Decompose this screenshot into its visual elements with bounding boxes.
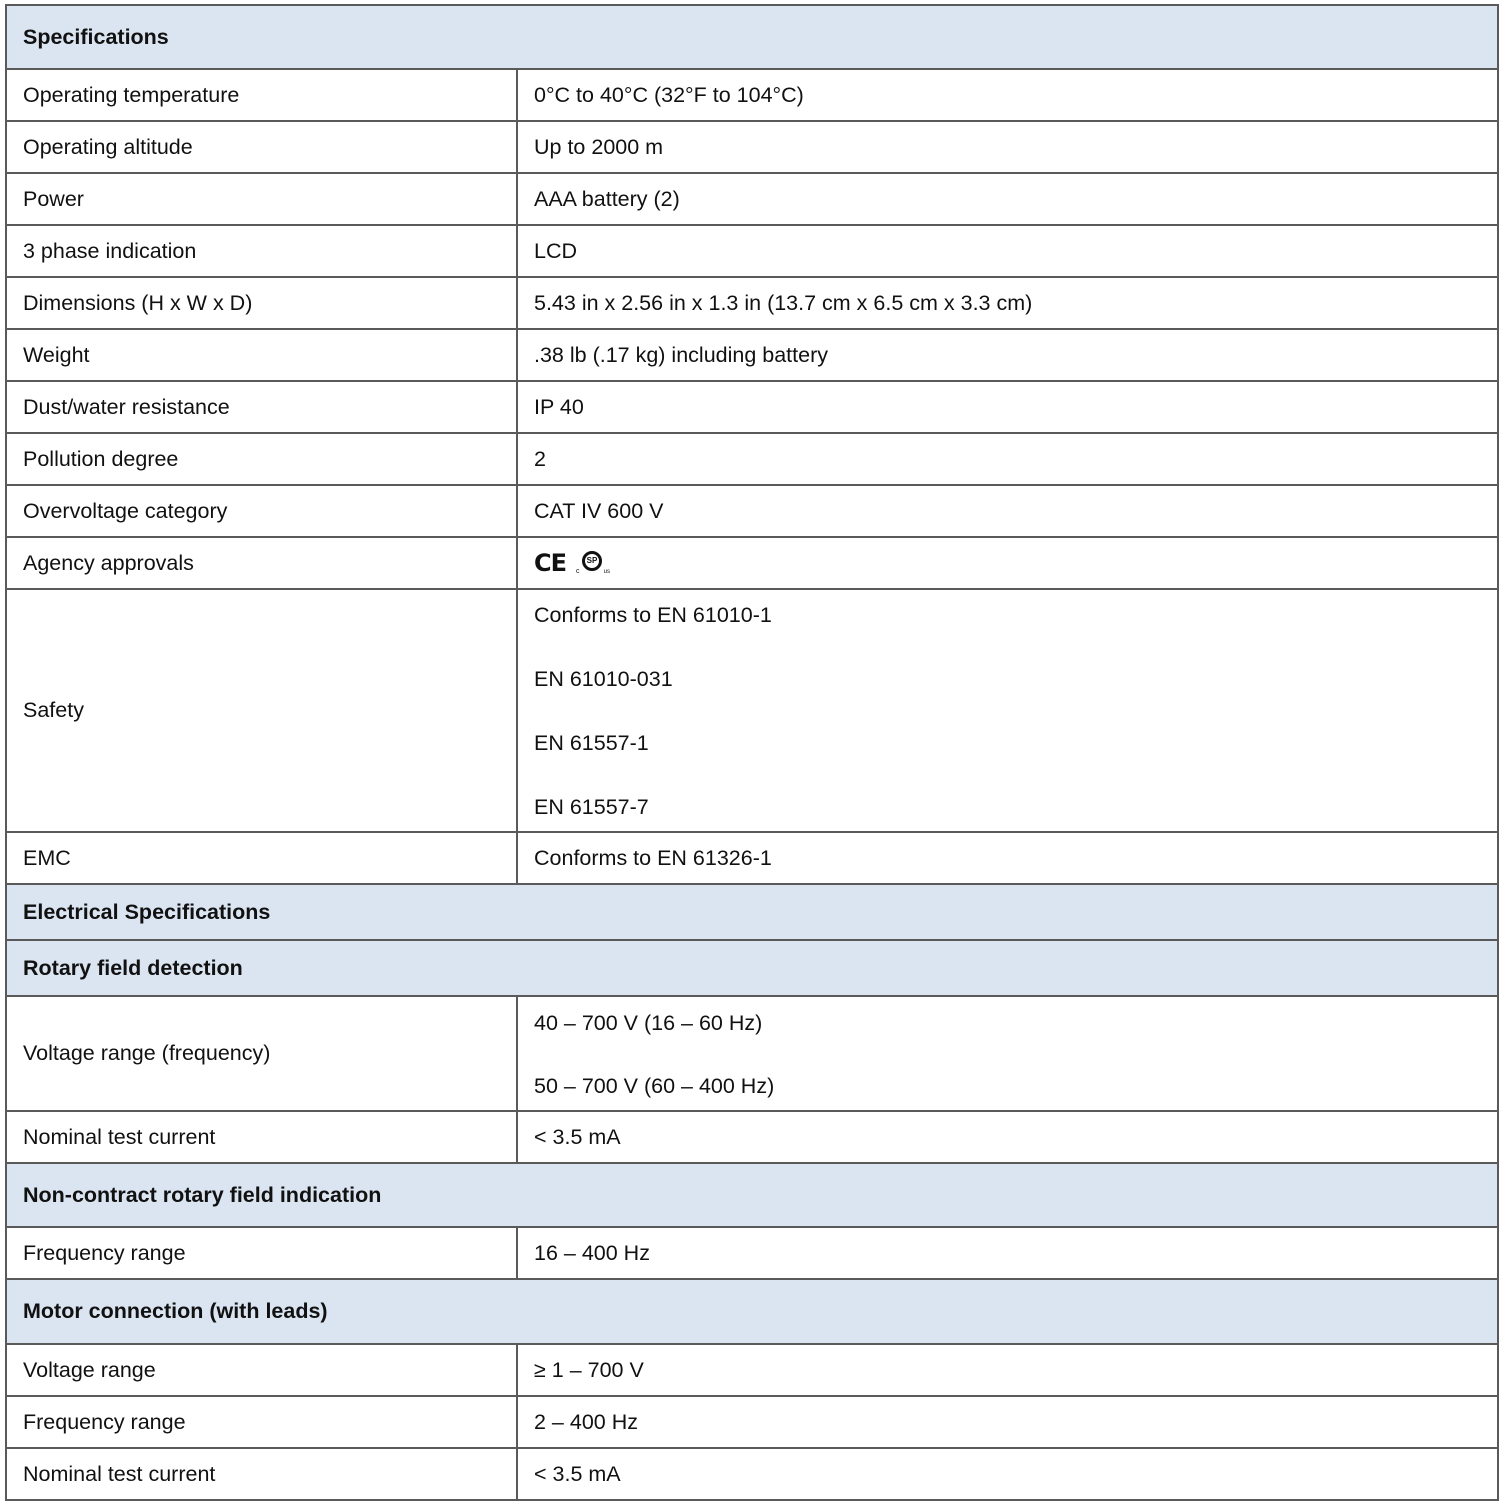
csa-us-label: us	[603, 569, 611, 575]
section-header-non-contact-indication	[6, 1163, 1498, 1227]
row-label: Overvoltage category	[6, 485, 517, 537]
table-row-voltage-range-frequency	[6, 996, 1498, 1111]
row-label: Agency approvals	[6, 537, 517, 589]
table-row	[6, 173, 1498, 225]
section-header-specifications	[6, 5, 1498, 69]
row-label: Operating altitude	[6, 121, 517, 173]
row-label: Dust/water resistance	[6, 381, 517, 433]
csa-us-mark-icon	[576, 551, 610, 575]
standard-line: EN 61010-031	[534, 667, 673, 691]
table-row	[6, 69, 1498, 121]
row-value: 2	[517, 433, 1498, 485]
row-label: EMC	[6, 832, 517, 884]
section-title: Electrical Specifications	[6, 884, 1498, 940]
section-header-motor-connection	[6, 1279, 1498, 1344]
table-row-agency-approvals	[6, 537, 1498, 589]
section-header-rotary-field-detection	[6, 940, 1498, 996]
section-title: Motor connection (with leads)	[6, 1279, 1498, 1344]
standard-line: EN 61557-7	[534, 795, 649, 819]
row-value: IP 40	[517, 381, 1498, 433]
specifications-table	[5, 4, 1499, 1501]
row-value	[517, 537, 1498, 589]
row-value: AAA battery (2)	[517, 173, 1498, 225]
row-value: 16 – 400 Hz	[517, 1227, 1498, 1279]
row-label: Power	[6, 173, 517, 225]
row-value: Up to 2000 m	[517, 121, 1498, 173]
csa-c-label: c	[576, 568, 580, 575]
table-row	[6, 433, 1498, 485]
table-row	[6, 329, 1498, 381]
value-line: 50 – 700 V (60 – 400 Hz)	[534, 1074, 775, 1098]
row-label: Safety	[6, 589, 517, 832]
row-value: < 3.5 mA	[517, 1111, 1498, 1163]
row-label: Frequency range	[6, 1227, 517, 1279]
section-title: Rotary field detection	[6, 940, 1498, 996]
row-label: Weight	[6, 329, 517, 381]
row-value: LCD	[517, 225, 1498, 277]
row-label: Nominal test current	[6, 1448, 517, 1500]
voltage-range-list	[534, 998, 1497, 1109]
row-value: < 3.5 mA	[517, 1448, 1498, 1500]
value-line: 40 – 700 V (16 – 60 Hz)	[534, 1011, 763, 1035]
row-label: 3 phase indication	[6, 225, 517, 277]
row-label: Voltage range (frequency)	[6, 996, 517, 1111]
table-row	[6, 1227, 1498, 1279]
row-value	[517, 589, 1498, 832]
table-row	[6, 832, 1498, 884]
row-value: 5.43 in x 2.56 in x 1.3 in (13.7 cm x 6.5 cm x 3.3 cm)	[517, 277, 1498, 329]
row-label: Voltage range	[6, 1344, 517, 1396]
row-label: Dimensions (H x W x D)	[6, 277, 517, 329]
standard-line: Conforms to EN 61010-1	[534, 603, 772, 627]
table-row	[6, 225, 1498, 277]
table-row	[6, 277, 1498, 329]
row-label: Nominal test current	[6, 1111, 517, 1163]
row-value: CAT IV 600 V	[517, 485, 1498, 537]
row-value: Conforms to EN 61326-1	[517, 832, 1498, 884]
table-row	[6, 121, 1498, 173]
row-label: Operating temperature	[6, 69, 517, 121]
table-row	[6, 1448, 1498, 1500]
row-value: 2 – 400 Hz	[517, 1396, 1498, 1448]
row-value: .38 lb (.17 kg) including battery	[517, 329, 1498, 381]
csa-circle: SP	[582, 551, 602, 571]
table-row	[6, 1111, 1498, 1163]
table-row	[6, 381, 1498, 433]
safety-standards-list	[534, 591, 1497, 830]
section-title: Non-contract rotary field indication	[6, 1163, 1498, 1227]
ce-mark-icon: CE	[534, 549, 567, 577]
row-value: ≥ 1 – 700 V	[517, 1344, 1498, 1396]
approval-marks	[534, 549, 610, 577]
standard-line: EN 61557-1	[534, 731, 649, 755]
table-row-safety	[6, 589, 1498, 832]
row-value: 0°C to 40°C (32°F to 104°C)	[517, 69, 1498, 121]
table-row	[6, 1396, 1498, 1448]
row-label: Frequency range	[6, 1396, 517, 1448]
row-value	[517, 996, 1498, 1111]
table-row	[6, 485, 1498, 537]
section-title: Specifications	[6, 5, 1498, 69]
row-label: Pollution degree	[6, 433, 517, 485]
table-row	[6, 1344, 1498, 1396]
section-header-electrical	[6, 884, 1498, 940]
